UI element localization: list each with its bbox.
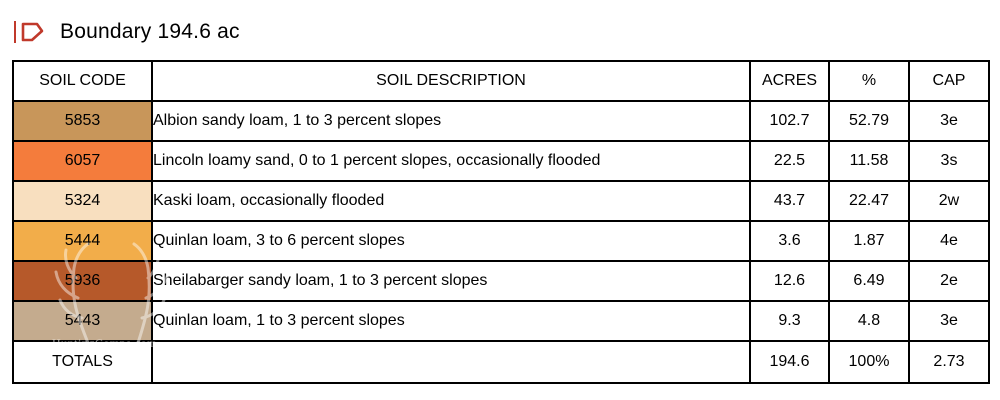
soil-description-cell: Quinlan loam, 3 to 6 percent slopes	[152, 221, 750, 261]
totals-label: TOTALS	[13, 341, 152, 383]
table-row	[13, 301, 989, 341]
acres-cell: 3.6	[750, 221, 829, 261]
column-header-soil-code: SOIL CODE	[13, 61, 152, 101]
soil-description-cell: Lincoln loamy sand, 0 to 1 percent slopes, occasionally flooded	[152, 141, 750, 181]
watermark-text: HuntingComps.com	[52, 336, 158, 350]
soil-code-cell: 5443	[13, 301, 152, 341]
cap-cell: 3e	[909, 301, 989, 341]
table-header-row	[13, 61, 989, 101]
soil-description-cell: Sheilabarger sandy loam, 1 to 3 percent slopes	[152, 261, 750, 301]
column-header-cap: CAP	[909, 61, 989, 101]
table-row	[13, 141, 989, 181]
cap-cell: 2w	[909, 181, 989, 221]
cap-cell: 2e	[909, 261, 989, 301]
boundary-title: Boundary 194.6 ac	[60, 20, 240, 43]
column-header-percent: %	[829, 61, 909, 101]
column-header-acres: ACRES	[750, 61, 829, 101]
header-accent-bar	[14, 21, 16, 43]
soil-code-cell: 5936	[13, 261, 152, 301]
acres-cell: 22.5	[750, 141, 829, 181]
percent-cell: 6.49	[829, 261, 909, 301]
totals-description-cell	[152, 341, 750, 383]
soil-code-cell: 5444	[13, 221, 152, 261]
acres-cell: 43.7	[750, 181, 829, 221]
soil-description-cell: Albion sandy loam, 1 to 3 percent slopes	[152, 101, 750, 141]
percent-cell: 11.58	[829, 141, 909, 181]
acres-cell: 12.6	[750, 261, 829, 301]
cap-cell: 3e	[909, 101, 989, 141]
soil-code-cell: 5324	[13, 181, 152, 221]
map-header	[14, 14, 240, 50]
percent-cell: 4.8	[829, 301, 909, 341]
table-row	[13, 221, 989, 261]
percent-cell: 52.79	[829, 101, 909, 141]
soil-description-cell: Quinlan loam, 1 to 3 percent slopes	[152, 301, 750, 341]
soil-code-cell: 6057	[13, 141, 152, 181]
totals-row	[13, 341, 989, 383]
soil-description-cell: Kaski loam, occasionally flooded	[152, 181, 750, 221]
column-header-soil-description: SOIL DESCRIPTION	[152, 61, 750, 101]
totals-percent: 100%	[829, 341, 909, 383]
totals-cap: 2.73	[909, 341, 989, 383]
percent-cell: 22.47	[829, 181, 909, 221]
soil-table	[12, 60, 990, 384]
boundary-polygon-icon	[20, 21, 46, 43]
totals-acres: 194.6	[750, 341, 829, 383]
table-row	[13, 101, 989, 141]
table-row	[13, 261, 989, 301]
soil-code-cell: 5853	[13, 101, 152, 141]
cap-cell: 4e	[909, 221, 989, 261]
table-row	[13, 181, 989, 221]
acres-cell: 102.7	[750, 101, 829, 141]
cap-cell: 3s	[909, 141, 989, 181]
percent-cell: 1.87	[829, 221, 909, 261]
acres-cell: 9.3	[750, 301, 829, 341]
